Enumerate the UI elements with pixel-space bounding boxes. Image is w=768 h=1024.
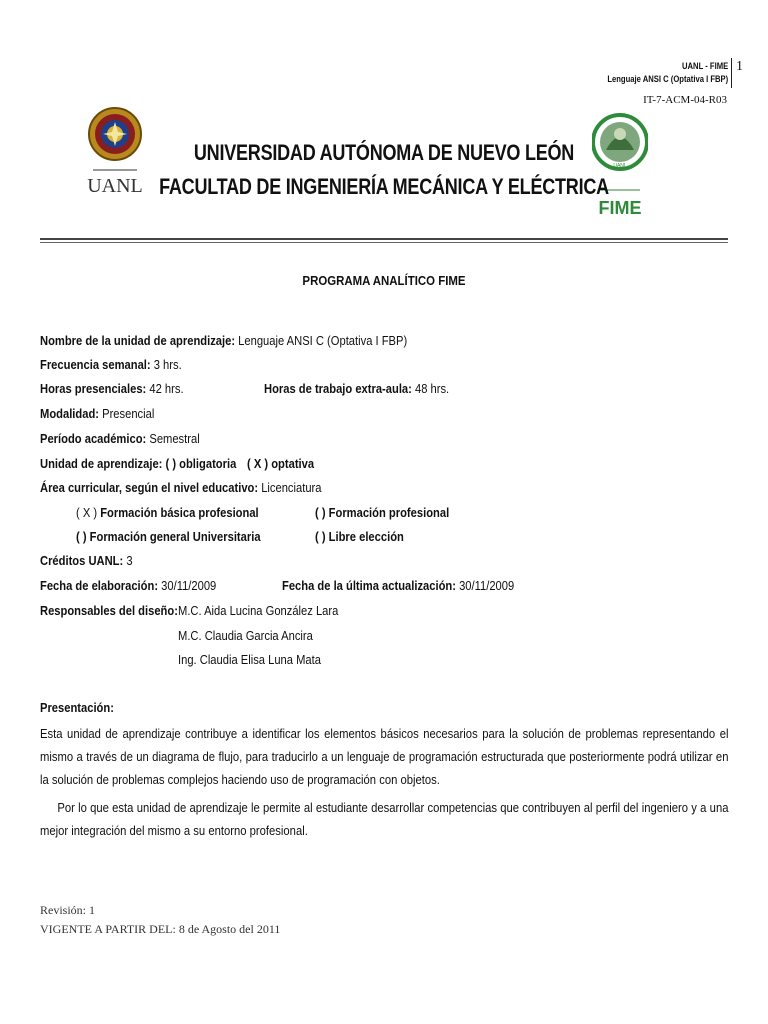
field-label: Horas de trabajo extra-aula: — [264, 381, 412, 396]
faculty-title: FACULTAD DE INGENIERÍA MECÁNICA Y ELÉCTRICA — [159, 174, 609, 199]
field-credits — [40, 553, 133, 568]
page-number: 1 — [731, 58, 748, 88]
presentation-heading: Presentación: — [40, 700, 114, 715]
field-label: Fecha de elaboración: — [40, 578, 159, 593]
field-label: Horas presenciales: — [40, 381, 147, 396]
option-mark: ( ) — [76, 529, 87, 544]
field-label: Área curricular, según el nivel educativo: — [40, 480, 259, 495]
field-value: 3 hrs. — [150, 357, 182, 372]
header-course: Lenguaje ANSI C (Optativa I FBP) — [607, 74, 728, 84]
field-label: Período académico: — [40, 431, 147, 446]
field-value: Presencial — [99, 406, 155, 421]
field-modality — [40, 406, 154, 421]
field-label: Frecuencia semanal: — [40, 357, 151, 372]
field-value: Lenguaje ANSI C (Optativa I FBP) — [235, 333, 408, 348]
program-heading: PROGRAMA ANALÍTICO FIME — [302, 273, 466, 288]
field-period — [40, 431, 200, 446]
option-basic-professional — [76, 505, 259, 520]
field-value: 48 hrs. — [411, 381, 450, 396]
presentation-paragraph-1: Esta unidad de aprendizaje contribuye a identificar los elementos básicos necesarios para la solución de problemas representando el mismo a través de un diagrama de flujo, para traducirlo a un lenguaje de programación estructurada que posteriormente podrá utilizar en la solución de problemas complejos haciendo uso de programación con objetos. — [40, 726, 729, 787]
option-label: Libre elección — [325, 529, 404, 544]
design-responsible: M.C. Claudia Garcia Ancira — [178, 628, 313, 643]
option-free-choice — [315, 529, 404, 544]
option-mark: ( ) — [315, 529, 326, 544]
field-unit-type — [40, 456, 236, 471]
field-value: 30/11/2009 — [455, 578, 515, 593]
header-info — [607, 60, 728, 86]
option-professional — [315, 505, 449, 520]
field-value: 3 — [123, 553, 133, 568]
header-divider-thin — [40, 242, 728, 243]
field-unit-name — [40, 333, 407, 348]
option-label: Formación básica profesional — [97, 505, 259, 520]
field-curricular-area — [40, 480, 322, 495]
unit-type-mandatory: ( ) obligatoria — [162, 456, 237, 471]
field-last-update — [282, 578, 514, 593]
field-value: 30/11/2009 — [158, 578, 217, 593]
field-value: 42 hrs. — [146, 381, 184, 396]
document-code: IT-7-ACM-04-R03 — [643, 94, 727, 106]
presentation-paragraph-2: Por lo que esta unidad de aprendizaje le permite al estudiante desarrollar competencias que contribuyen al perfil del ingeniero y a una mejor integración del mismo a su entorno profesional. — [40, 800, 729, 838]
field-elaboration-date — [40, 578, 216, 593]
field-design-responsibles-label: Responsables del diseño: — [40, 603, 178, 618]
option-general-university — [76, 529, 261, 544]
field-label: Créditos UANL: — [40, 553, 124, 568]
header-institution: UANL - FIME — [681, 61, 728, 71]
option-mark: ( X ) — [76, 505, 98, 520]
uanl-logo-text: UANL — [87, 175, 143, 197]
field-frequency — [40, 357, 182, 372]
field-hours-extra — [264, 381, 449, 396]
field-label: Modalidad: — [40, 406, 100, 421]
footer-revision: Revisión: 1 — [40, 903, 96, 917]
field-hours-presential — [40, 381, 184, 396]
option-label: Formación profesional — [325, 505, 450, 520]
field-value: Semestral — [146, 431, 200, 446]
university-title: UNIVERSIDAD AUTÓNOMA DE NUEVO LEÓN — [193, 140, 575, 165]
field-label: Nombre de la unidad de aprendizaje: — [40, 333, 236, 348]
field-label: Unidad de aprendizaje: — [40, 456, 163, 471]
fime-ring-text: UANL — [613, 163, 627, 169]
header-divider — [40, 238, 728, 240]
field-value: Licenciatura — [258, 480, 322, 495]
design-responsible: M.C. Aida Lucina González Lara — [178, 603, 339, 618]
field-label: Fecha de la última actualización: — [282, 578, 456, 593]
fime-logo-text: FIME — [598, 198, 642, 218]
option-mark: ( ) — [315, 505, 326, 520]
option-label: Formación general Universitaria — [86, 529, 261, 544]
unit-type-optional: ( X ) optativa — [247, 456, 315, 471]
design-responsible: Ing. Claudia Elisa Luna Mata — [178, 652, 321, 667]
footer-effective-date: VIGENTE A PARTIR DEL: 8 de Agosto del 2011 — [40, 922, 281, 936]
